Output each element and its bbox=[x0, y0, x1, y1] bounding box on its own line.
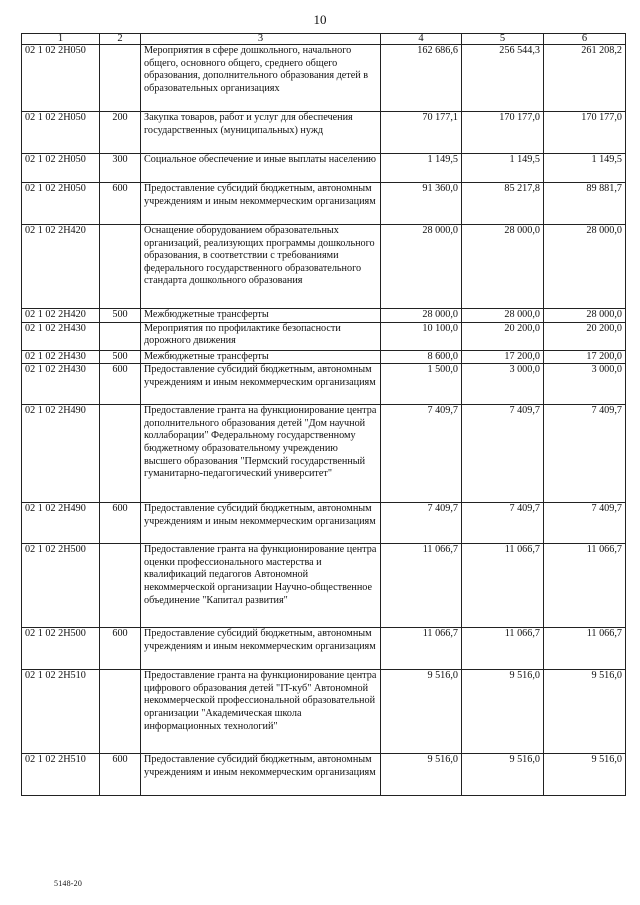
cell-code: 02 1 02 2Н500 bbox=[22, 544, 100, 628]
cell-expense-type: 300 bbox=[100, 154, 141, 183]
cell-name: Мероприятия в сфере дошкольного, начального общего, основного общего, среднего общего образования, дополнительного образования детей в образовательных организациях bbox=[141, 45, 381, 112]
cell-expense-type: 600 bbox=[100, 364, 141, 405]
cell-code: 02 1 02 2Н420 bbox=[22, 225, 100, 309]
cell-name: Предоставление субсидий бюджетным, автономным учреждениям и иным некоммерческим организациям bbox=[141, 503, 381, 544]
table-row bbox=[22, 503, 626, 544]
table-row bbox=[22, 45, 626, 112]
cell-amount-1: 9 516,0 bbox=[381, 754, 462, 796]
cell-amount-2: 170 177,0 bbox=[462, 112, 544, 154]
cell-amount-2: 9 516,0 bbox=[462, 670, 544, 754]
table-row bbox=[22, 183, 626, 225]
header-col-3: 3 bbox=[141, 34, 381, 45]
cell-amount-3: 7 409,7 bbox=[544, 503, 626, 544]
cell-amount-3: 28 000,0 bbox=[544, 225, 626, 309]
cell-amount-1: 9 516,0 bbox=[381, 670, 462, 754]
cell-name: Межбюджетные трансферты bbox=[141, 350, 381, 364]
cell-amount-3: 9 516,0 bbox=[544, 754, 626, 796]
cell-expense-type bbox=[100, 225, 141, 309]
cell-amount-3: 3 000,0 bbox=[544, 364, 626, 405]
cell-amount-1: 11 066,7 bbox=[381, 628, 462, 670]
cell-amount-2: 85 217,8 bbox=[462, 183, 544, 225]
cell-code: 02 1 02 2Н050 bbox=[22, 154, 100, 183]
cell-name: Закупка товаров, работ и услуг для обеспечения государственных (муниципальных) нужд bbox=[141, 112, 381, 154]
cell-amount-3: 170 177,0 bbox=[544, 112, 626, 154]
cell-expense-type bbox=[100, 405, 141, 503]
cell-amount-3: 9 516,0 bbox=[544, 670, 626, 754]
cell-amount-3: 261 208,2 bbox=[544, 45, 626, 112]
cell-amount-1: 91 360,0 bbox=[381, 183, 462, 225]
cell-amount-1: 1 149,5 bbox=[381, 154, 462, 183]
cell-amount-1: 10 100,0 bbox=[381, 322, 462, 350]
header-col-5: 5 bbox=[462, 34, 544, 45]
header-col-6: 6 bbox=[544, 34, 626, 45]
cell-amount-3: 17 200,0 bbox=[544, 350, 626, 364]
table-row bbox=[22, 754, 626, 796]
cell-code: 02 1 02 2Н490 bbox=[22, 503, 100, 544]
cell-code: 02 1 02 2Н420 bbox=[22, 309, 100, 323]
cell-amount-1: 162 686,6 bbox=[381, 45, 462, 112]
footer-document-code: 5148-20 bbox=[54, 879, 83, 888]
cell-name: Социальное обеспечение и иные выплаты населению bbox=[141, 154, 381, 183]
cell-amount-1: 70 177,1 bbox=[381, 112, 462, 154]
cell-amount-2: 256 544,3 bbox=[462, 45, 544, 112]
cell-code: 02 1 02 2Н510 bbox=[22, 670, 100, 754]
cell-code: 02 1 02 2Н510 bbox=[22, 754, 100, 796]
cell-amount-2: 9 516,0 bbox=[462, 754, 544, 796]
table-row bbox=[22, 405, 626, 503]
table-row bbox=[22, 154, 626, 183]
budget-table bbox=[21, 33, 626, 796]
cell-amount-1: 7 409,7 bbox=[381, 503, 462, 544]
header-col-4: 4 bbox=[381, 34, 462, 45]
cell-amount-2: 11 066,7 bbox=[462, 544, 544, 628]
cell-amount-2: 7 409,7 bbox=[462, 503, 544, 544]
cell-amount-3: 20 200,0 bbox=[544, 322, 626, 350]
cell-name: Предоставление субсидий бюджетным, автономным учреждениям и иным некоммерческим организациям bbox=[141, 754, 381, 796]
table-row bbox=[22, 628, 626, 670]
page-number: 10 bbox=[313, 12, 327, 27]
cell-name: Предоставление гранта на функционирование центра дополнительного образования детей "Дом научной коллаборации" Федеральному государственному бюджетному образовательному учреждению высшего образования "Пермский государственный гуманитарно-педагогический университет" bbox=[141, 405, 381, 503]
cell-code: 02 1 02 2Н430 bbox=[22, 350, 100, 364]
cell-amount-3: 11 066,7 bbox=[544, 544, 626, 628]
cell-expense-type: 600 bbox=[100, 628, 141, 670]
cell-expense-type: 200 bbox=[100, 112, 141, 154]
cell-name: Предоставление субсидий бюджетным, автономным учреждениям и иным некоммерческим организациям bbox=[141, 364, 381, 405]
cell-amount-1: 28 000,0 bbox=[381, 309, 462, 323]
cell-amount-2: 28 000,0 bbox=[462, 309, 544, 323]
cell-amount-3: 89 881,7 bbox=[544, 183, 626, 225]
cell-code: 02 1 02 2Н430 bbox=[22, 322, 100, 350]
cell-name: Оснащение оборудованием образовательных организаций, реализующих программы дошкольного образования, в соответствии с требованиями федерального государственного образовательного стандарта дошкольного образования bbox=[141, 225, 381, 309]
cell-amount-2: 28 000,0 bbox=[462, 225, 544, 309]
cell-amount-2: 7 409,7 bbox=[462, 405, 544, 503]
cell-expense-type bbox=[100, 45, 141, 112]
cell-name: Предоставление субсидий бюджетным, автономным учреждениям и иным некоммерческим организациям bbox=[141, 628, 381, 670]
cell-expense-type bbox=[100, 544, 141, 628]
cell-name: Межбюджетные трансферты bbox=[141, 309, 381, 323]
cell-amount-3: 28 000,0 bbox=[544, 309, 626, 323]
cell-name: Мероприятия по профилактике безопасности дорожного движения bbox=[141, 322, 381, 350]
cell-amount-2: 11 066,7 bbox=[462, 628, 544, 670]
cell-amount-3: 7 409,7 bbox=[544, 405, 626, 503]
cell-code: 02 1 02 2Н050 bbox=[22, 112, 100, 154]
cell-expense-type: 600 bbox=[100, 754, 141, 796]
cell-name: Предоставление гранта на функционирование центра оценки профессионального мастерства и квалификаций педагогов Автономной некоммерческой организации Научно-общественное объединение "Капитал развития" bbox=[141, 544, 381, 628]
cell-amount-1: 8 600,0 bbox=[381, 350, 462, 364]
cell-expense-type: 600 bbox=[100, 503, 141, 544]
cell-amount-1: 7 409,7 bbox=[381, 405, 462, 503]
cell-expense-type: 500 bbox=[100, 309, 141, 323]
table-row bbox=[22, 112, 626, 154]
cell-amount-2: 1 149,5 bbox=[462, 154, 544, 183]
cell-name: Предоставление гранта на функционирование центра цифрового образования детей "IT-куб" Автономной некоммерческой профессиональной образовательной организации "Академическая школа информационных технологий" bbox=[141, 670, 381, 754]
cell-amount-2: 20 200,0 bbox=[462, 322, 544, 350]
cell-amount-2: 3 000,0 bbox=[462, 364, 544, 405]
cell-amount-1: 11 066,7 bbox=[381, 544, 462, 628]
header-col-1: 1 bbox=[22, 34, 100, 45]
table-header-row bbox=[22, 34, 626, 45]
table-row bbox=[22, 309, 626, 323]
cell-code: 02 1 02 2Н050 bbox=[22, 183, 100, 225]
table-row bbox=[22, 544, 626, 628]
cell-name: Предоставление субсидий бюджетным, автономным учреждениям и иным некоммерческим организациям bbox=[141, 183, 381, 225]
cell-expense-type bbox=[100, 322, 141, 350]
cell-amount-2: 17 200,0 bbox=[462, 350, 544, 364]
cell-code: 02 1 02 2Н050 bbox=[22, 45, 100, 112]
table-row bbox=[22, 670, 626, 754]
table-row bbox=[22, 350, 626, 364]
cell-code: 02 1 02 2Н430 bbox=[22, 364, 100, 405]
table-row bbox=[22, 225, 626, 309]
cell-expense-type: 500 bbox=[100, 350, 141, 364]
header-col-2: 2 bbox=[100, 34, 141, 45]
cell-amount-1: 28 000,0 bbox=[381, 225, 462, 309]
cell-amount-1: 1 500,0 bbox=[381, 364, 462, 405]
cell-amount-3: 1 149,5 bbox=[544, 154, 626, 183]
cell-expense-type bbox=[100, 670, 141, 754]
cell-code: 02 1 02 2Н490 bbox=[22, 405, 100, 503]
cell-amount-3: 11 066,7 bbox=[544, 628, 626, 670]
table-row bbox=[22, 322, 626, 350]
cell-expense-type: 600 bbox=[100, 183, 141, 225]
cell-code: 02 1 02 2Н500 bbox=[22, 628, 100, 670]
table-row bbox=[22, 364, 626, 405]
